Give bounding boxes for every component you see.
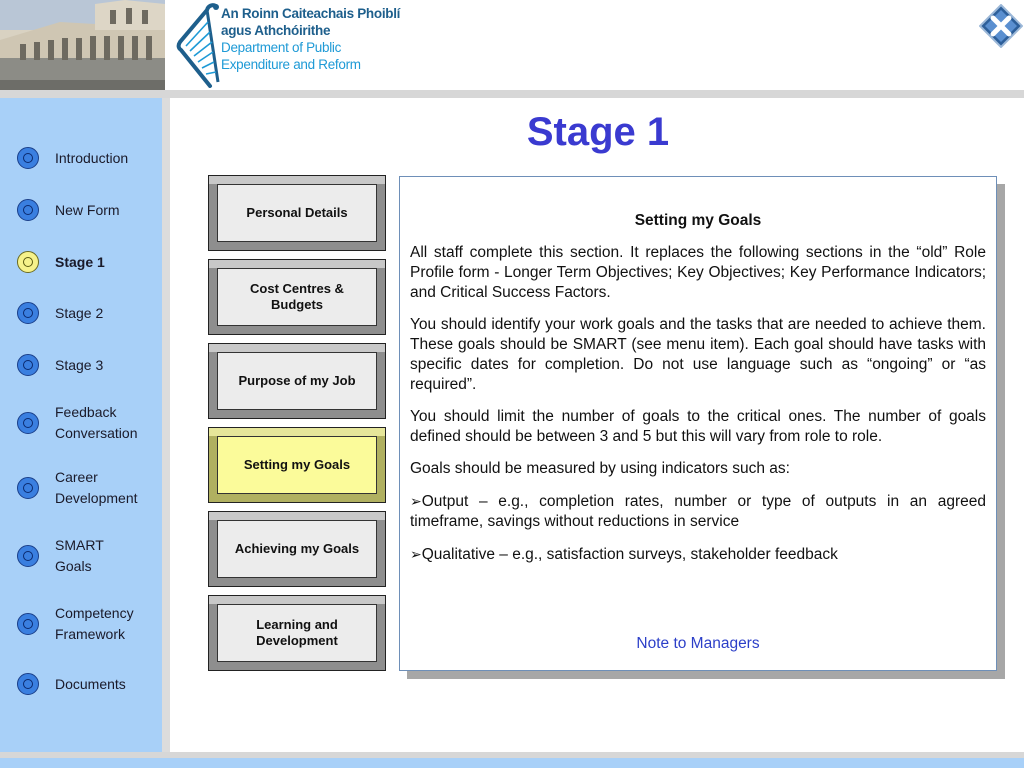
content-paragraph: All staff complete this section. It replaces the following sections in the “old” Role Profile form - Longer Term Objectives; Key Objectives; Key Performance Indicators; and Critical Success Factors. — [410, 244, 986, 301]
header-divider — [0, 90, 1024, 98]
button-bevel — [209, 512, 385, 520]
bullet-item — [410, 491, 986, 532]
radio-dot-icon — [17, 199, 39, 221]
achieving-my-goals-button[interactable] — [208, 511, 386, 587]
sidebar-item-stage-2[interactable] — [0, 291, 162, 335]
sidebar-item-label: SMART Goals — [55, 537, 104, 574]
sidebar-item-stage-1[interactable] — [0, 240, 162, 284]
bullet-text: Output – e.g., completion rates, number or type of outputs in an agreed timeframe, savings without reductions in service — [410, 493, 986, 530]
sidebar-item-introduction[interactable] — [0, 136, 162, 180]
sidebar-item-label: New Form — [55, 202, 120, 218]
radio-dot-icon — [17, 613, 39, 635]
note-to-managers-link[interactable]: Note to Managers — [636, 635, 760, 652]
logo-english-line-1: Department of Public — [221, 40, 342, 55]
radio-dot-icon — [17, 147, 39, 169]
cost-centres-budgets-button[interactable] — [208, 259, 386, 335]
sidebar-item-smart-goals[interactable] — [0, 534, 162, 578]
radio-dot-icon — [17, 673, 39, 695]
arrow-bullet-icon: ➢ — [410, 546, 422, 562]
sidebar-item-label: Stage 2 — [55, 305, 104, 321]
sidebar-item-label: Introduction — [55, 150, 129, 166]
sidebar-item-new-form[interactable] — [0, 188, 162, 232]
bullet-item — [410, 544, 986, 565]
logo-irish-line-1: An Roinn Caiteachais Phoiblí — [221, 6, 401, 21]
radio-dot-icon — [17, 354, 39, 376]
content-panel — [399, 176, 997, 671]
button-bevel — [209, 428, 385, 436]
sidebar-item-label: Competency Framework — [55, 605, 134, 642]
personal-details-button[interactable] — [208, 175, 386, 251]
content-heading: Setting my Goals — [634, 212, 762, 229]
sidebar-item-label: Stage 3 — [55, 357, 104, 373]
setting-my-goals-button[interactable] — [208, 427, 386, 503]
sidebar-item-documents[interactable] — [0, 662, 162, 706]
harp-logo-icon — [172, 2, 224, 88]
sidebar-item-career-development[interactable] — [0, 466, 162, 510]
header — [0, 0, 1024, 92]
sidebar-item-label: Documents — [55, 676, 126, 692]
button-bevel — [209, 344, 385, 352]
radio-dot-icon — [17, 545, 39, 567]
button-bevel — [209, 260, 385, 268]
button-label: Purpose of my Job — [217, 352, 377, 410]
radio-dot-icon — [17, 251, 39, 273]
close-x-icon[interactable] — [979, 4, 1023, 48]
button-label: Personal Details — [217, 184, 377, 242]
button-label: Achieving my Goals — [217, 520, 377, 578]
logo-english-line-2: Expenditure and Reform — [221, 57, 361, 72]
sidebar-item-label: Stage 1 — [55, 254, 105, 270]
department-logo-text — [221, 5, 401, 73]
button-label: Cost Centres & Budgets — [217, 268, 377, 326]
button-bevel — [209, 596, 385, 604]
sidebar-item-label: Feedback Conversation — [55, 404, 138, 441]
arrow-bullet-icon: ➢ — [410, 493, 422, 509]
learning-and-development-button[interactable] — [208, 595, 386, 671]
content-paragraph: You should identify your work goals and the tasks that are needed to achieve them. These goals should be SMART (see menu item). Each goal should have tasks with specific dates for completion. Do not use language such as “ongoing” or “as required”. — [410, 316, 986, 393]
content-paragraph: You should limit the number of goals to the critical ones. The number of goals defined should be between 3 and 5 but this will vary from role to role. — [410, 408, 986, 445]
bullet-text: Qualitative – e.g., satisfaction surveys, stakeholder feedback — [421, 546, 838, 563]
purpose-of-my-job-button[interactable] — [208, 343, 386, 419]
sidebar-item-competency-framework[interactable] — [0, 602, 162, 646]
radio-dot-icon — [17, 412, 39, 434]
button-label: Learning and Development — [217, 604, 377, 662]
page-title: Stage 1 — [526, 110, 670, 154]
footer-bar — [0, 758, 1024, 768]
radio-dot-icon — [17, 477, 39, 499]
sidebar-item-stage-3[interactable] — [0, 343, 162, 387]
sidebar-divider — [162, 98, 170, 752]
button-label: Setting my Goals — [217, 436, 377, 494]
logo-irish-line-2: agus Athchóirithe — [221, 23, 331, 38]
button-bevel — [209, 176, 385, 184]
government-buildings-photo — [0, 0, 165, 92]
sidebar-item-feedback-conversation[interactable] — [0, 401, 162, 445]
content-paragraph: Goals should be measured by using indicators such as: — [410, 460, 790, 477]
radio-dot-icon — [17, 302, 39, 324]
sidebar-item-label: Career Development — [55, 469, 138, 506]
